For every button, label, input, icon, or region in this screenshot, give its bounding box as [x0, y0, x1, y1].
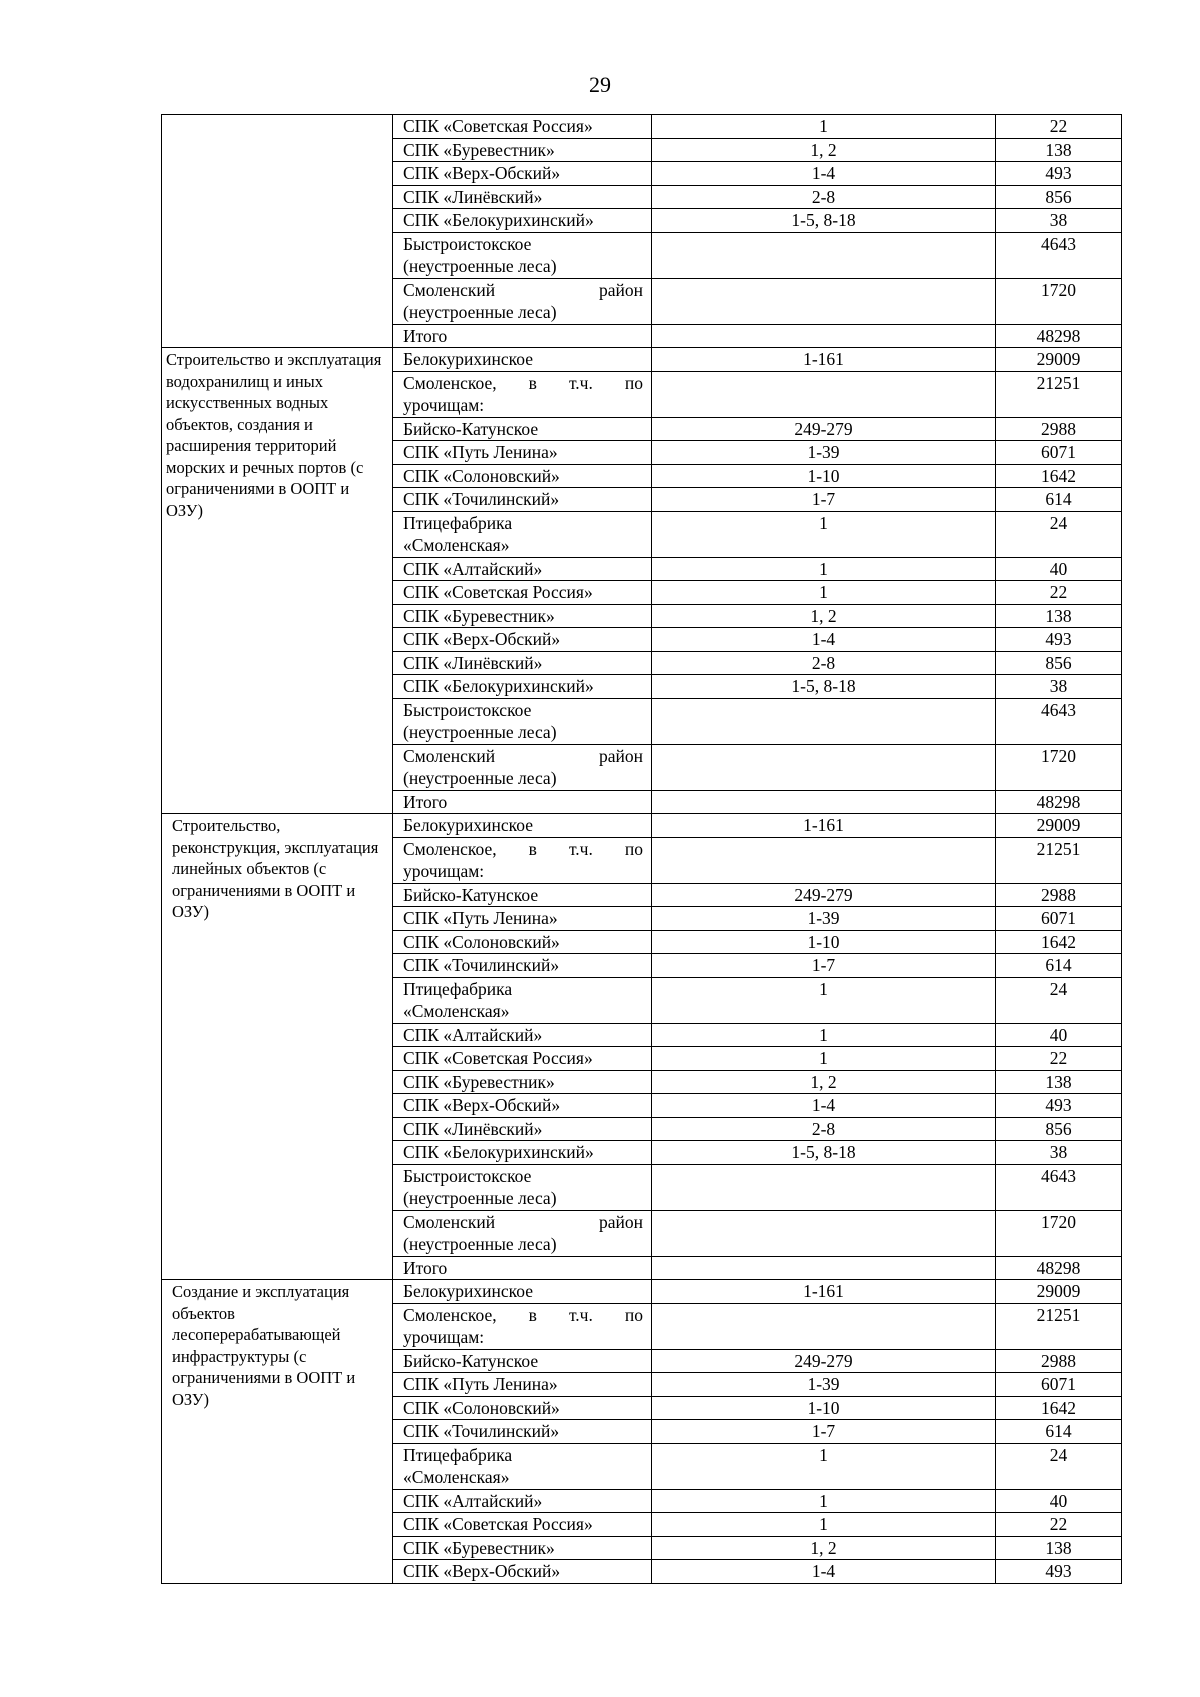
area-cell: 22 [996, 581, 1122, 605]
object-name-cell [393, 1396, 652, 1420]
area-cell: 40 [996, 1023, 1122, 1047]
object-name: Смоленский район [403, 279, 643, 300]
object-name-cell [393, 511, 652, 557]
object-name: Белокурихинское [403, 349, 534, 369]
area-cell: 1720 [996, 1210, 1122, 1256]
object-name-cell [393, 604, 652, 628]
object-name: Смоленский район [403, 1211, 643, 1232]
quarter-numbers-cell: 1, 2 [652, 1536, 996, 1560]
quarter-numbers-cell: 1 [652, 557, 996, 581]
object-name-cell [393, 488, 652, 512]
page-number: 29 [589, 72, 611, 97]
object-name-cell [393, 1280, 652, 1304]
quarter-numbers-cell [652, 371, 996, 417]
object-name: СПК «Точилинский» [403, 489, 560, 509]
area-cell: 856 [996, 1117, 1122, 1141]
quarter-numbers-cell [652, 744, 996, 790]
quarter-numbers-cell: 1 [652, 1513, 996, 1537]
quarter-numbers-cell: 1-4 [652, 1560, 996, 1584]
quarter-numbers-cell: 1 [652, 511, 996, 557]
object-name-cell [393, 1164, 652, 1210]
object-name: Белокурихинское [403, 815, 534, 835]
area-cell: 1720 [996, 278, 1122, 324]
object-name-continued: урочищам: [403, 861, 485, 881]
quarter-numbers-cell [652, 1210, 996, 1256]
area-cell: 1720 [996, 744, 1122, 790]
quarter-numbers-cell: 1 [652, 1023, 996, 1047]
area-cell: 40 [996, 557, 1122, 581]
object-name-cell [393, 883, 652, 907]
quarter-numbers-cell: 1-39 [652, 907, 996, 931]
object-name: СПК «Буревестник» [403, 1537, 555, 1558]
object-name-cell [393, 1349, 652, 1373]
object-name-cell [393, 278, 652, 324]
quarter-numbers-cell: 1 [652, 581, 996, 605]
object-name: Птицефабрика [403, 512, 513, 533]
area-cell: 2988 [996, 883, 1122, 907]
purpose-cell: Создание и эксплуатация объектов лесоперерабатывающей инфраструктуры (с ограничениями в ООПТ и ОЗУ) [162, 1280, 393, 1584]
quarter-numbers-cell: 1, 2 [652, 138, 996, 162]
purpose-cell: Строительство и эксплуатация водохранилищ и иных искусственных водных объектов, создания и расширения территорий морских и речных портов (с ограничениями в ООПТ и ОЗУ) [162, 348, 393, 814]
object-name-cell [393, 628, 652, 652]
area-cell: 138 [996, 1070, 1122, 1094]
area-cell: 614 [996, 488, 1122, 512]
object-name-continued: (неустроенные леса) [403, 256, 557, 276]
quarter-numbers-cell [652, 698, 996, 744]
object-name-cell [393, 814, 652, 838]
object-name-cell [393, 1023, 652, 1047]
object-name-cell [393, 1373, 652, 1397]
quarter-numbers-cell: 2-8 [652, 651, 996, 675]
object-name-cell [393, 232, 652, 278]
object-name: Смоленское, в т.ч. по [403, 1304, 643, 1325]
object-name-cell [393, 977, 652, 1023]
area-cell: 24 [996, 1443, 1122, 1489]
table-row [162, 348, 1122, 372]
object-name: СПК «Путь Ленина» [403, 442, 558, 462]
object-name-cell [393, 651, 652, 675]
quarter-numbers-cell: 249-279 [652, 1349, 996, 1373]
object-name: СПК «Белокурихинский» [403, 1142, 594, 1162]
quarter-numbers-cell: 1-7 [652, 954, 996, 978]
object-name: СПК «Белокурихинский» [403, 676, 594, 696]
quarter-numbers-cell: 249-279 [652, 883, 996, 907]
quarter-numbers-cell: 1 [652, 1489, 996, 1513]
object-name-cell [393, 698, 652, 744]
area-cell: 1642 [996, 1396, 1122, 1420]
quarter-numbers-cell: 1-10 [652, 930, 996, 954]
object-name: Итого [403, 1257, 448, 1278]
area-cell: 38 [996, 675, 1122, 699]
object-name: СПК «Белокурихинский» [403, 210, 594, 230]
object-name: Бийско-Катунское [403, 1350, 539, 1371]
object-name-cell [393, 1536, 652, 1560]
object-name: Смоленское, в т.ч. по [403, 372, 643, 393]
object-name-cell [393, 954, 652, 978]
quarter-numbers-cell [652, 278, 996, 324]
object-name: СПК «Линёвский» [403, 186, 543, 207]
object-name-cell [393, 1560, 652, 1584]
quarter-numbers-cell [652, 324, 996, 348]
area-cell: 38 [996, 209, 1122, 233]
object-name: Птицефабрика [403, 978, 513, 999]
area-cell: 1642 [996, 464, 1122, 488]
quarter-numbers-cell: 1-39 [652, 1373, 996, 1397]
area-cell: 493 [996, 1094, 1122, 1118]
area-cell: 48298 [996, 324, 1122, 348]
area-cell: 29009 [996, 1280, 1122, 1304]
quarter-numbers-cell: 1, 2 [652, 1070, 996, 1094]
area-cell: 2988 [996, 417, 1122, 441]
quarter-numbers-cell: 1-7 [652, 488, 996, 512]
object-name: СПК «Солоновский» [403, 1397, 560, 1418]
quarter-numbers-cell [652, 232, 996, 278]
object-name: СПК «Алтайский» [403, 1490, 543, 1511]
area-cell: 4643 [996, 1164, 1122, 1210]
object-name: СПК «Алтайский» [403, 1024, 543, 1045]
object-name-cell [393, 1070, 652, 1094]
object-name-continued: (неустроенные леса) [403, 722, 557, 742]
object-name-cell [393, 1117, 652, 1141]
object-name-cell [393, 1513, 652, 1537]
object-name-cell [393, 1303, 652, 1349]
object-name-cell [393, 1256, 652, 1280]
object-name: СПК «Буревестник» [403, 605, 555, 626]
area-cell: 6071 [996, 1373, 1122, 1397]
object-name-cell [393, 1141, 652, 1165]
area-cell: 4643 [996, 698, 1122, 744]
area-cell: 6071 [996, 441, 1122, 465]
area-cell: 29009 [996, 814, 1122, 838]
object-name-cell [393, 138, 652, 162]
object-name-continued: «Смоленская» [403, 1001, 510, 1021]
quarter-numbers-cell [652, 1256, 996, 1280]
area-cell: 614 [996, 1420, 1122, 1444]
object-name: СПК «Буревестник» [403, 1071, 555, 1092]
area-cell: 856 [996, 651, 1122, 675]
quarter-numbers-cell: 2-8 [652, 185, 996, 209]
object-name: СПК «Путь Ленина» [403, 908, 558, 928]
object-name-cell [393, 790, 652, 814]
area-cell: 856 [996, 185, 1122, 209]
object-name: СПК «Советская Россия» [403, 1514, 593, 1534]
object-name-cell [393, 185, 652, 209]
purpose-cell [162, 115, 393, 348]
area-cell: 493 [996, 162, 1122, 186]
quarter-numbers-cell [652, 790, 996, 814]
object-name: СПК «Верх-Обский» [403, 1561, 561, 1581]
quarter-numbers-cell: 1-7 [652, 1420, 996, 1444]
area-cell: 21251 [996, 837, 1122, 883]
object-name-cell [393, 581, 652, 605]
area-cell: 48298 [996, 1256, 1122, 1280]
object-name: СПК «Солоновский» [403, 465, 560, 486]
area-cell: 38 [996, 1141, 1122, 1165]
object-name-cell [393, 1443, 652, 1489]
object-name-cell [393, 371, 652, 417]
area-cell: 29009 [996, 348, 1122, 372]
quarter-numbers-cell: 1-161 [652, 1280, 996, 1304]
table-body [162, 115, 1122, 1584]
purpose-cell: Строительство, реконструкция, эксплуатация линейных объектов (с ограничениями в ООПТ и ОЗУ) [162, 814, 393, 1280]
area-cell: 48298 [996, 790, 1122, 814]
quarter-numbers-cell: 1-4 [652, 162, 996, 186]
object-name-continued: урочищам: [403, 395, 485, 415]
object-name: Белокурихинское [403, 1281, 534, 1301]
quarter-numbers-cell: 1-5, 8-18 [652, 209, 996, 233]
quarter-numbers-cell [652, 837, 996, 883]
area-cell: 22 [996, 1047, 1122, 1071]
object-name-continued: (неустроенные леса) [403, 302, 557, 322]
area-cell: 493 [996, 1560, 1122, 1584]
object-name-cell [393, 744, 652, 790]
object-name: СПК «Советская Россия» [403, 582, 593, 602]
object-name: Смоленский район [403, 745, 643, 766]
object-name-continued: «Смоленская» [403, 535, 510, 555]
object-name: СПК «Верх-Обский» [403, 163, 561, 183]
object-name: СПК «Путь Ленина» [403, 1374, 558, 1394]
object-name-cell [393, 557, 652, 581]
forest-table [161, 114, 1122, 1584]
area-cell: 21251 [996, 1303, 1122, 1349]
object-name-cell [393, 930, 652, 954]
quarter-numbers-cell: 1-10 [652, 1396, 996, 1420]
object-name-cell [393, 417, 652, 441]
object-name-cell [393, 209, 652, 233]
area-cell: 6071 [996, 907, 1122, 931]
object-name-continued: «Смоленская» [403, 1467, 510, 1487]
object-name-continued: (неустроенные леса) [403, 1188, 557, 1208]
object-name: Бийско-Катунское [403, 418, 539, 439]
quarter-numbers-cell: 249-279 [652, 417, 996, 441]
quarter-numbers-cell: 2-8 [652, 1117, 996, 1141]
object-name-cell [393, 837, 652, 883]
quarter-numbers-cell: 1 [652, 1047, 996, 1071]
object-name-cell [393, 464, 652, 488]
object-name: СПК «Точилинский» [403, 955, 560, 975]
area-cell: 4643 [996, 232, 1122, 278]
quarter-numbers-cell: 1-161 [652, 348, 996, 372]
object-name-cell [393, 115, 652, 139]
object-name: СПК «Советская Россия» [403, 116, 593, 136]
quarter-numbers-cell: 1 [652, 1443, 996, 1489]
object-name: СПК «Линёвский» [403, 652, 543, 673]
area-cell: 614 [996, 954, 1122, 978]
area-cell: 24 [996, 511, 1122, 557]
area-cell: 138 [996, 138, 1122, 162]
area-cell: 138 [996, 604, 1122, 628]
object-name-continued: (неустроенные леса) [403, 768, 557, 788]
area-cell: 1642 [996, 930, 1122, 954]
object-name: Итого [403, 325, 448, 346]
area-cell: 24 [996, 977, 1122, 1023]
object-name: СПК «Верх-Обский» [403, 1095, 561, 1115]
table-row [162, 814, 1122, 838]
area-cell: 138 [996, 1536, 1122, 1560]
object-name-cell [393, 348, 652, 372]
quarter-numbers-cell: 1 [652, 977, 996, 1023]
object-name-cell [393, 1210, 652, 1256]
object-name-cell [393, 675, 652, 699]
quarter-numbers-cell: 1-5, 8-18 [652, 675, 996, 699]
object-name-cell [393, 1047, 652, 1071]
object-name: СПК «Советская Россия» [403, 1048, 593, 1068]
object-name: Быстроистокское [403, 699, 532, 720]
quarter-numbers-cell [652, 1164, 996, 1210]
object-name-cell [393, 1489, 652, 1513]
area-cell: 21251 [996, 371, 1122, 417]
object-name-continued: (неустроенные леса) [403, 1234, 557, 1254]
object-name: СПК «Буревестник» [403, 139, 555, 160]
area-cell: 40 [996, 1489, 1122, 1513]
area-cell: 22 [996, 1513, 1122, 1537]
quarter-numbers-cell: 1-4 [652, 1094, 996, 1118]
quarter-numbers-cell: 1-5, 8-18 [652, 1141, 996, 1165]
quarter-numbers-cell: 1, 2 [652, 604, 996, 628]
object-name-cell [393, 1094, 652, 1118]
object-name: СПК «Точилинский» [403, 1421, 560, 1441]
table-row [162, 115, 1122, 139]
object-name: Бийско-Катунское [403, 884, 539, 905]
quarter-numbers-cell: 1-161 [652, 814, 996, 838]
area-cell: 2988 [996, 1349, 1122, 1373]
quarter-numbers-cell: 1 [652, 115, 996, 139]
object-name-cell [393, 1420, 652, 1444]
object-name-cell [393, 907, 652, 931]
quarter-numbers-cell: 1-4 [652, 628, 996, 652]
object-name: Птицефабрика [403, 1444, 513, 1465]
object-name-cell [393, 162, 652, 186]
area-cell: 22 [996, 115, 1122, 139]
object-name: СПК «Алтайский» [403, 558, 543, 579]
object-name-continued: урочищам: [403, 1327, 485, 1347]
quarter-numbers-cell: 1-10 [652, 464, 996, 488]
object-name: СПК «Солоновский» [403, 931, 560, 952]
object-name-cell [393, 441, 652, 465]
area-cell: 493 [996, 628, 1122, 652]
object-name: Смоленское, в т.ч. по [403, 838, 643, 859]
table-row [162, 1280, 1122, 1304]
object-name: СПК «Верх-Обский» [403, 629, 561, 649]
quarter-numbers-cell: 1-39 [652, 441, 996, 465]
object-name: СПК «Линёвский» [403, 1118, 543, 1139]
object-name-cell [393, 324, 652, 348]
quarter-numbers-cell [652, 1303, 996, 1349]
object-name: Быстроистокское [403, 233, 532, 254]
object-name: Итого [403, 791, 448, 812]
object-name: Быстроистокское [403, 1165, 532, 1186]
